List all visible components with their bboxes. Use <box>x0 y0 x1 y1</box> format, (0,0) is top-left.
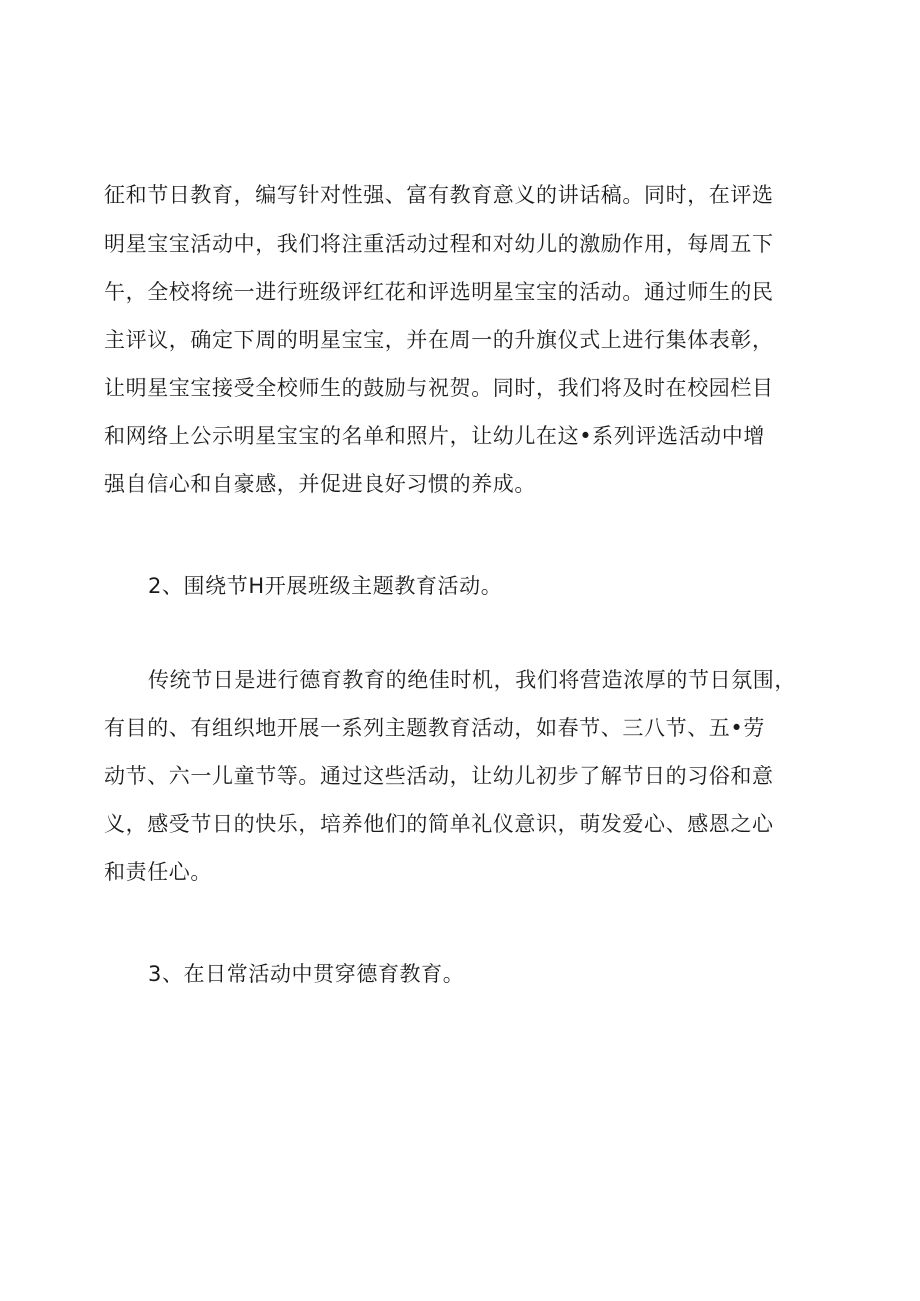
paragraph-2-line-4: 义，感受节日的快乐，培养他们的简单礼仪意识，萌发爱心、感恩之心 <box>104 812 774 836</box>
paragraph-1-line-7: 强自信心和自豪感，并促进良好习惯的养成。 <box>104 472 536 496</box>
paragraph-2-line-5: 和责任心。 <box>104 860 212 884</box>
paragraph-1-line-3: 午，全校将统一进行班级评红花和评选明星宝宝的活动。通过师生的民 <box>104 280 774 304</box>
section-heading-3: 3、在日常活动中贯穿德育教育。 <box>148 962 465 986</box>
paragraph-2-line-2: 有目的、有组织地开展一系列主题教育活动，如春节、三八节、五•劳 <box>104 716 765 740</box>
paragraph-1-line-6: 和网络上公示明星宝宝的名单和照片，让幼儿在这•系列评选活动中增 <box>104 424 765 448</box>
paragraph-2-line-1: 传统节日是进行德育教育的绝佳时机，我们将营造浓厚的节日氛围， <box>148 668 796 692</box>
paragraph-1-line-1: 征和节日教育，编写针对性强、富有教育意义的讲话稿。同时，在评选 <box>104 183 774 207</box>
paragraph-1-line-2: 明星宝宝活动中，我们将注重活动过程和对幼儿的激励作用，每周五下 <box>104 232 774 256</box>
paragraph-2-line-3: 动节、六一儿童节等。通过这些活动，让幼儿初步了解节日的习俗和意 <box>104 764 774 788</box>
paragraph-1-line-4: 主评议，确定下周的明星宝宝，并在周一的升旗仪式上进行集体表彰， <box>104 328 774 352</box>
section-heading-2: 2、围绕节H开展班级主题教育活动。 <box>148 574 503 598</box>
paragraph-1-line-5: 让明星宝宝接受全校师生的鼓励与祝贺。同时，我们将及时在校园栏目 <box>104 376 774 400</box>
